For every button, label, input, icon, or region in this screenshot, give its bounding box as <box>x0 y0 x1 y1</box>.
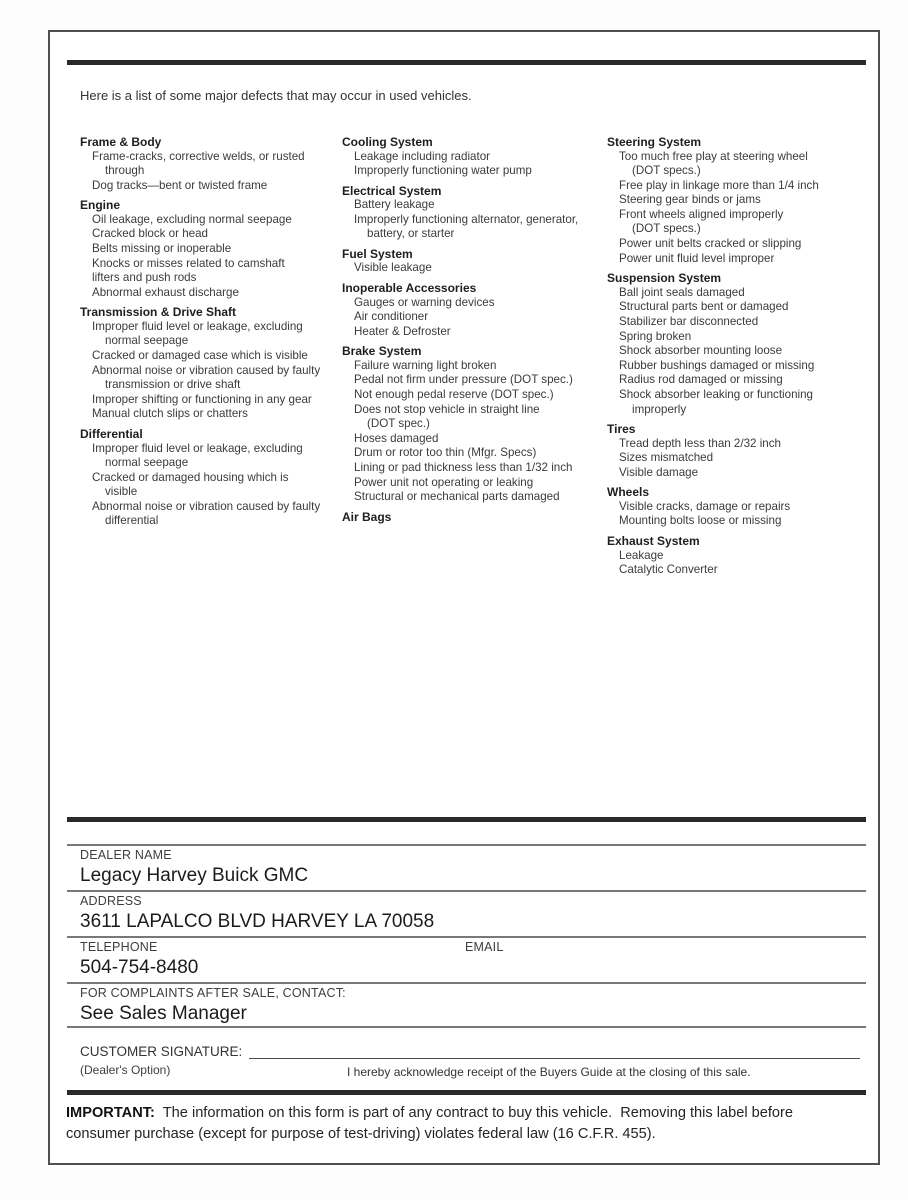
defect-item: Visible leakage <box>354 261 432 275</box>
defect-item: Spring broken <box>619 329 692 343</box>
defect-section-title: Differential <box>80 427 143 441</box>
defect-section-title: Wheels <box>607 485 650 500</box>
defect-item: Hoses damaged <box>354 431 439 445</box>
defect-column-1 <box>80 135 342 578</box>
defect-item: (DOT specs.) <box>632 164 701 178</box>
defect-section-title: Exhaust System <box>607 534 700 549</box>
middle-divider-bar <box>67 817 866 822</box>
dealer-field-row <box>67 890 866 936</box>
defect-item: Cracked block or head <box>92 227 208 241</box>
defect-item: battery, or starter <box>367 227 455 241</box>
defect-item: Frame-cracks, corrective welds, or rusted <box>92 149 305 163</box>
defect-section-title: Cooling System <box>342 135 433 149</box>
defect-section-title: Suspension System <box>607 271 722 286</box>
buyers-guide-page <box>48 30 880 1165</box>
important-label: IMPORTANT: <box>66 1105 155 1121</box>
defect-item: Abnormal exhaust discharge <box>92 285 239 299</box>
defect-section-title: Inoperable Accessories <box>342 281 477 296</box>
defect-item: Improper shifting or functioning in any gear <box>92 392 312 406</box>
dealer-field-value: 504-754-8480 <box>80 957 199 978</box>
defect-section-title: Engine <box>80 198 121 213</box>
defect-item: Catalytic Converter <box>619 563 718 577</box>
defect-item: Radius rod damaged or missing <box>619 373 783 387</box>
defect-item: Does not stop vehicle in straight line <box>354 402 540 416</box>
dealer-field-label: FOR COMPLAINTS AFTER SALE, CONTACT: <box>80 986 346 1000</box>
dealer-field-label: ADDRESS <box>80 894 142 908</box>
defect-item: Rubber bushings damaged or missing <box>619 358 815 372</box>
dealer-info-section <box>67 844 866 1028</box>
defect-item: Leakage <box>619 548 664 562</box>
defect-item: Stabilizer bar disconnected <box>619 314 759 328</box>
dealer-field-label-secondary: EMAIL <box>465 940 504 954</box>
important-notice <box>66 1103 854 1144</box>
dealer-field-value: Legacy Harvey Buick GMC <box>80 865 309 886</box>
defect-item: Visible damage <box>619 465 699 479</box>
defects-intro-text: Here is a list of some major defects that may occur in used vehicles. <box>80 88 472 103</box>
dealer-field-row <box>67 844 866 890</box>
defect-item: Free play in linkage more than 1/4 inch <box>619 178 819 192</box>
defect-item: Battery leakage <box>354 198 435 212</box>
dealer-field-label: DEALER NAME <box>80 848 172 862</box>
defect-section-title: Transmission & Drive Shaft <box>80 305 237 320</box>
acknowledgement-text: I hereby acknowledge receipt of the Buyers Guide at the closing of this sale. <box>347 1065 751 1079</box>
defect-item: lifters and push rods <box>92 271 197 285</box>
defect-item: Pedal not firm under pressure (DOT spec.) <box>354 373 573 387</box>
defect-item: Dog tracks—bent or twisted frame <box>92 178 268 192</box>
defect-item: Cracked or damaged case which is visible <box>92 349 308 363</box>
defect-item: Power unit fluid level improper <box>619 251 775 265</box>
defect-item: Cracked or damaged housing which is <box>92 470 289 484</box>
defect-item: Air conditioner <box>354 310 429 324</box>
defect-item: Improperly functioning water pump <box>354 164 532 178</box>
defect-item: Structural or mechanical parts damaged <box>354 490 560 504</box>
defect-item: through <box>105 164 145 178</box>
top-divider-bar <box>67 60 866 65</box>
defect-item: Steering gear binds or jams <box>619 193 761 207</box>
defect-item: Failure warning light broken <box>354 358 497 372</box>
defect-item: Belts missing or inoperable <box>92 241 232 255</box>
defect-item: Abnormal noise or vibration caused by faulty <box>92 499 321 513</box>
defect-section-title: Frame & Body <box>80 135 162 149</box>
defect-item: (DOT spec.) <box>367 417 430 431</box>
defect-section-title: Air Bags <box>342 509 392 524</box>
defect-item: (DOT specs.) <box>632 222 701 236</box>
customer-signature-row <box>80 1044 860 1059</box>
defect-item: Improperly functioning alternator, generator, <box>354 212 579 226</box>
defect-item: Improper fluid level or leakage, excluding <box>92 441 303 455</box>
defect-item: Leakage including radiator <box>354 149 491 163</box>
defect-item: Improper fluid level or leakage, excluding <box>92 319 303 333</box>
defect-item: transmission or drive shaft <box>105 378 241 392</box>
defect-item: Drum or rotor too thin (Mfgr. Specs) <box>354 446 537 460</box>
defect-item: Tread depth less than 2/32 inch <box>619 436 781 450</box>
customer-signature-line[interactable] <box>249 1044 860 1059</box>
defect-item: Too much free play at steering wheel <box>619 149 808 163</box>
defect-item: normal seepage <box>105 334 189 348</box>
defect-section-title: Tires <box>607 422 636 437</box>
defect-item: Sizes mismatched <box>619 451 714 465</box>
defect-item: Manual clutch slips or chatters <box>92 407 248 421</box>
defect-item: Oil leakage, excluding normal seepage <box>92 212 292 226</box>
important-text: The information on this form is part of any contract to buy this vehicle. Removing this label before consumer purchase (except for purpose of test-driving) violates federal law (16 C.F.R. 455). <box>66 1105 798 1142</box>
defect-item: Front wheels aligned improperly <box>619 207 784 221</box>
defect-section-title: Brake System <box>342 344 422 359</box>
dealer-field-row <box>67 936 866 982</box>
defect-item: normal seepage <box>105 456 189 470</box>
defect-item: Knocks or misses related to camshaft <box>92 256 285 270</box>
defect-item: Gauges or warning devices <box>354 295 495 309</box>
defect-section-title: Steering System <box>607 135 702 149</box>
defect-item: differential <box>105 514 159 528</box>
dealer-field-value: 3611 LAPALCO BLVD HARVEY LA 70058 <box>80 911 435 932</box>
dealer-field-row <box>67 982 866 1028</box>
defect-item: Ball joint seals damaged <box>619 285 745 299</box>
dealer-field-value: See Sales Manager <box>80 1003 247 1024</box>
defect-item: Structural parts bent or damaged <box>619 300 789 314</box>
defect-item: Power unit not operating or leaking <box>354 475 534 489</box>
defect-item: Abnormal noise or vibration caused by faulty <box>92 363 321 377</box>
defect-item: Lining or pad thickness less than 1/32 inch <box>354 461 573 474</box>
defect-item: Shock absorber leaking or functioning <box>619 387 813 401</box>
defect-section-title: Fuel System <box>342 246 413 261</box>
defect-column-2 <box>342 135 607 578</box>
defect-item: Mounting bolts loose or missing <box>619 514 782 528</box>
defect-item: improperly <box>632 402 687 416</box>
defect-item: Shock absorber mounting loose <box>619 344 783 358</box>
bottom-divider-bar <box>67 1090 866 1095</box>
customer-signature-label: CUSTOMER SIGNATURE: <box>80 1044 243 1059</box>
defect-columns <box>80 135 864 578</box>
defect-item: Heater & Defroster <box>354 324 451 338</box>
dealers-option-note: (Dealer's Option) <box>80 1063 171 1077</box>
defect-item: Visible cracks, damage or repairs <box>619 499 791 513</box>
defect-item: Power unit belts cracked or slipping <box>619 237 802 251</box>
defect-item: Not enough pedal reserve (DOT spec.) <box>354 388 554 402</box>
dealer-field-label: TELEPHONE <box>80 940 158 954</box>
defect-item: visible <box>105 485 138 499</box>
defect-column-3 <box>607 135 864 578</box>
defect-section-title: Electrical System <box>342 183 442 198</box>
